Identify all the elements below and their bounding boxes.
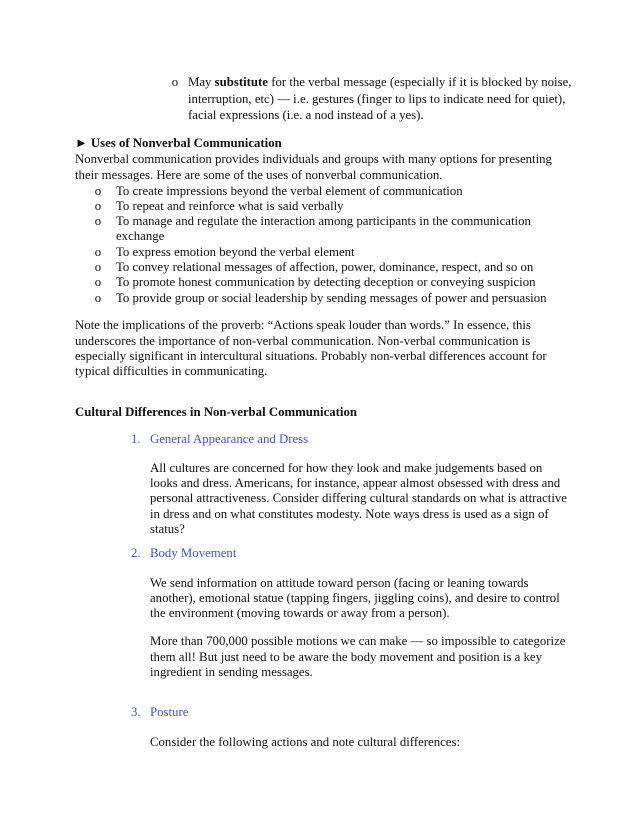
list-bullet: o	[94, 184, 102, 198]
uses-item-2: To repeat and reinforce what is said verbally	[116, 199, 344, 213]
appearance-para-line: status?	[150, 522, 185, 536]
list-bullet: o	[94, 245, 102, 259]
uses-item-7: To provide group or social leadership by sending messages of power and persuasion	[116, 291, 547, 305]
proverb-line-1: Note the implications of the proverb: “Actions speak louder than words.” In essence, this	[75, 318, 531, 332]
list-bullet: o	[94, 214, 102, 228]
proverb-line-3: especially significant in intercultural situations. Probably non-verbal differences account for	[75, 349, 547, 363]
body-movement-para-line: them all! But just need to be aware the body movement and position is a key	[150, 650, 542, 664]
section-heading-cultural: Cultural Differences in Non-verbal Communication	[75, 405, 357, 419]
uses-item-1: To create impressions beyond the verbal element of communication	[116, 184, 463, 198]
text-run: for the verbal message (especially if it is blocked by noise,	[268, 75, 572, 89]
item-title-body-movement: Body Movement	[150, 546, 237, 560]
intro-line-1: Nonverbal communication provides individuals and groups with many options for presenting	[75, 152, 552, 166]
uses-item-3-continuation: exchange	[116, 229, 165, 243]
text-run: May	[188, 75, 215, 89]
item-number-3: 3.	[131, 705, 141, 719]
appearance-para-line: All cultures are concerned for how they look and make judgements based on	[150, 461, 543, 475]
body-movement-para-line: More than 700,000 possible motions we can make — so impossible to categorize	[150, 634, 566, 648]
list-bullet: o	[94, 199, 102, 213]
body-movement-para-line: We send information on attitude toward person (facing or leaning towards	[150, 576, 529, 590]
uses-item-6: To promote honest communication by detecting deception or conveying suspicion	[116, 275, 536, 289]
proverb-line-2: underscores the importance of non-verbal communication. Non-verbal communication is	[75, 334, 531, 348]
appearance-para-line: in dress and on what constitutes modesty. Note ways dress is used as a sign of	[150, 507, 549, 521]
body-movement-para-line: another), emotional statue (tapping fingers, jiggling coins), and desire to control	[150, 591, 560, 605]
item-title-appearance: General Appearance and Dress	[150, 432, 309, 446]
uses-item-5: To convey relational messages of affection, power, dominance, respect, and so on	[116, 260, 534, 274]
list-bullet: o	[94, 260, 102, 274]
item-title-posture: Posture	[150, 705, 189, 719]
uses-item-3: To manage and regulate the interaction among participants in the communication	[116, 214, 531, 228]
proverb-line-4: typical difficulties in communicating.	[75, 364, 268, 378]
substitute-line-1	[188, 75, 571, 90]
appearance-para-line: personal attractiveness. Consider differing cultural standards on what is attractive	[150, 491, 567, 505]
posture-para-line: Consider the following actions and note cultural differences:	[150, 735, 460, 749]
item-number-1: 1.	[131, 432, 141, 446]
substitute-line-2: interruption, etc) — i.e. gestures (finger to lips to indicate need for quiet),	[188, 92, 566, 106]
appearance-para-line: looks and dress. Americans, for instance, appear almost obsessed with dress and	[150, 476, 561, 490]
body-movement-para-line: the environment (moving towards or away from a person).	[150, 606, 450, 620]
substitute-line-3: facial expressions (i.e. a nod instead of a yes).	[188, 108, 424, 122]
list-bullet: o	[171, 75, 179, 89]
list-bullet: o	[94, 291, 102, 305]
item-number-2: 2.	[131, 546, 141, 560]
body-movement-para-line: ingredient in sending messages.	[150, 665, 313, 679]
uses-item-4: To express emotion beyond the verbal element	[116, 245, 355, 259]
list-bullet: o	[94, 275, 102, 289]
bold-term: substitute	[214, 75, 268, 89]
intro-line-2: their messages. Here are some of the uses of nonverbal communication.	[75, 168, 443, 182]
section-heading-uses: ► Uses of Nonverbal Communication	[75, 136, 282, 150]
